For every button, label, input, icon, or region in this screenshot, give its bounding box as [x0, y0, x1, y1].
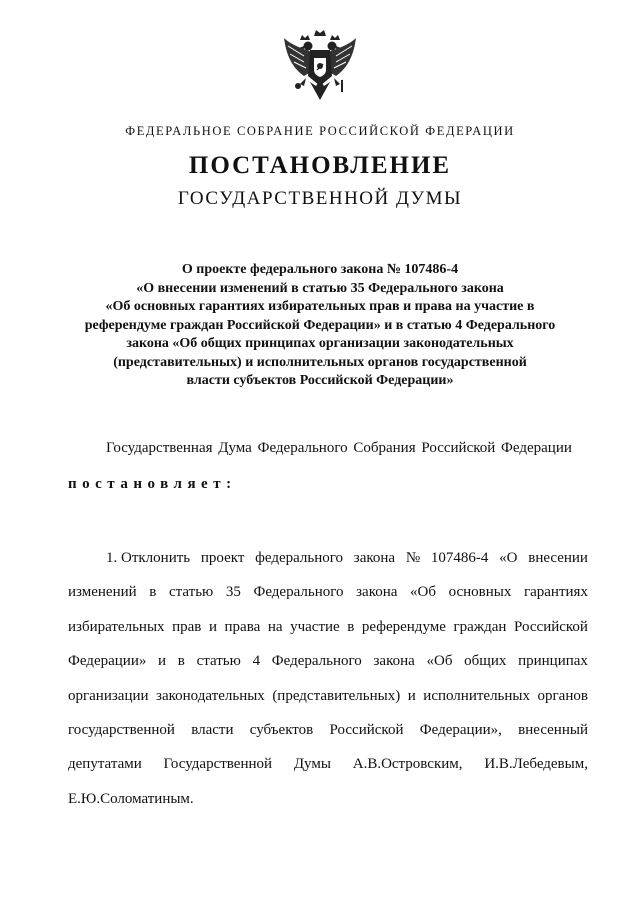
body-word: Е.Ю.Соломатиным.	[68, 790, 194, 807]
body-word: «Об	[426, 653, 453, 670]
body-word: в	[177, 653, 185, 670]
body-line	[68, 575, 588, 609]
preamble-text: Государственная Дума Федерального Собрания Российской Федерации	[106, 440, 572, 456]
body-word: власти	[191, 722, 234, 739]
body-word: принципах	[518, 653, 588, 670]
body-word: граждан	[453, 618, 507, 635]
body-word: гарантиях	[523, 584, 588, 601]
body-word: субъектов	[249, 722, 314, 739]
body-word: органов	[537, 687, 588, 704]
body-word: основных	[448, 584, 512, 601]
body-word: Федерации»,	[419, 722, 502, 739]
body-word: статью	[168, 584, 214, 601]
body-word: Федерального	[253, 584, 344, 601]
body-word: внесенный	[518, 722, 588, 739]
document-type-title: ПОСТАНОВЛЕНИЕ	[188, 152, 452, 179]
subject-line: О проекте федерального закона № 107486-4	[181, 262, 459, 277]
body-word: закона	[373, 653, 415, 670]
body-word: «Об	[410, 584, 436, 601]
organization-name: ФЕДЕРАЛЬНОЕ СОБРАНИЕ РОССИЙСКОЙ ФЕДЕРАЦИИ	[125, 124, 515, 138]
body-line	[68, 713, 588, 747]
body-word: 1. Отклонить	[106, 550, 191, 566]
body-word: проект	[200, 550, 245, 566]
body-word: внесении	[528, 550, 588, 566]
body-word: депутатами	[68, 756, 142, 773]
body-word: права	[224, 618, 261, 635]
body-line	[68, 541, 588, 575]
resolves-word: постановляет:	[68, 476, 237, 492]
body-word: общих	[464, 653, 507, 670]
body-word: изменений	[68, 584, 137, 601]
body-line	[68, 747, 588, 781]
body-word: закона	[356, 584, 398, 601]
subject-line: референдуме граждан Российской Федерации» и в статью 4 Федерального	[84, 317, 556, 333]
russian-coat-of-arms-icon	[274, 18, 366, 110]
body-word: организации	[68, 687, 149, 704]
body-word: на	[267, 618, 283, 635]
body-word: Думы	[293, 756, 331, 773]
subject-line: «Об основных гарантиях избирательных прав и права на участие в	[105, 299, 535, 314]
body-line	[68, 610, 588, 644]
body-word: прав	[172, 618, 202, 635]
body-word: государственной	[68, 722, 175, 739]
body-word: федерального	[255, 550, 344, 566]
subject-line: «О внесении изменений в статью 35 Федерального закона	[136, 280, 504, 296]
body-word: в	[149, 584, 157, 601]
body-word: Российской	[329, 722, 404, 739]
body-word: «О	[499, 550, 518, 566]
body-line	[68, 782, 588, 816]
body-word: и	[407, 687, 416, 704]
body-word: Государственной	[163, 756, 273, 773]
body-word: в	[347, 618, 355, 635]
body-word: исполнительных	[423, 687, 530, 704]
body-word: законодательных	[156, 687, 265, 704]
body-word: 4	[252, 653, 261, 670]
body-word: закона	[353, 550, 396, 566]
issuer-title: ГОСУДАРСТВЕННОЙ ДУМЫ	[177, 188, 463, 209]
body-line	[68, 679, 588, 713]
body-word: Российской	[514, 618, 588, 635]
body-word: 35	[225, 584, 241, 601]
body-word: И.В.Лебедевым,	[484, 756, 588, 773]
body-word: А.В.Островским,	[352, 756, 463, 773]
body-word: избирательных	[68, 618, 165, 635]
body-word: 107486-4	[430, 550, 489, 566]
body-word: Федерации»	[68, 653, 147, 670]
body-word: №	[405, 550, 421, 566]
document-subject	[0, 261, 640, 391]
body-word: и	[208, 618, 217, 635]
body-word: участие	[290, 618, 340, 635]
subject-line: закона «Об общих принципах организации законодательных	[126, 336, 514, 351]
subject-line: власти субъектов Российской Федерации»	[186, 373, 454, 388]
subject-line: (представительных) и исполнительных органов государственной	[113, 354, 527, 370]
body-word: референдуме	[361, 618, 446, 635]
body-word: (представительных)	[272, 687, 401, 704]
body-word: статью	[196, 653, 241, 670]
resolution-item-1	[68, 541, 588, 816]
body-word: и	[158, 653, 167, 670]
body-line	[68, 644, 588, 678]
body-word: Федерального	[271, 653, 362, 670]
